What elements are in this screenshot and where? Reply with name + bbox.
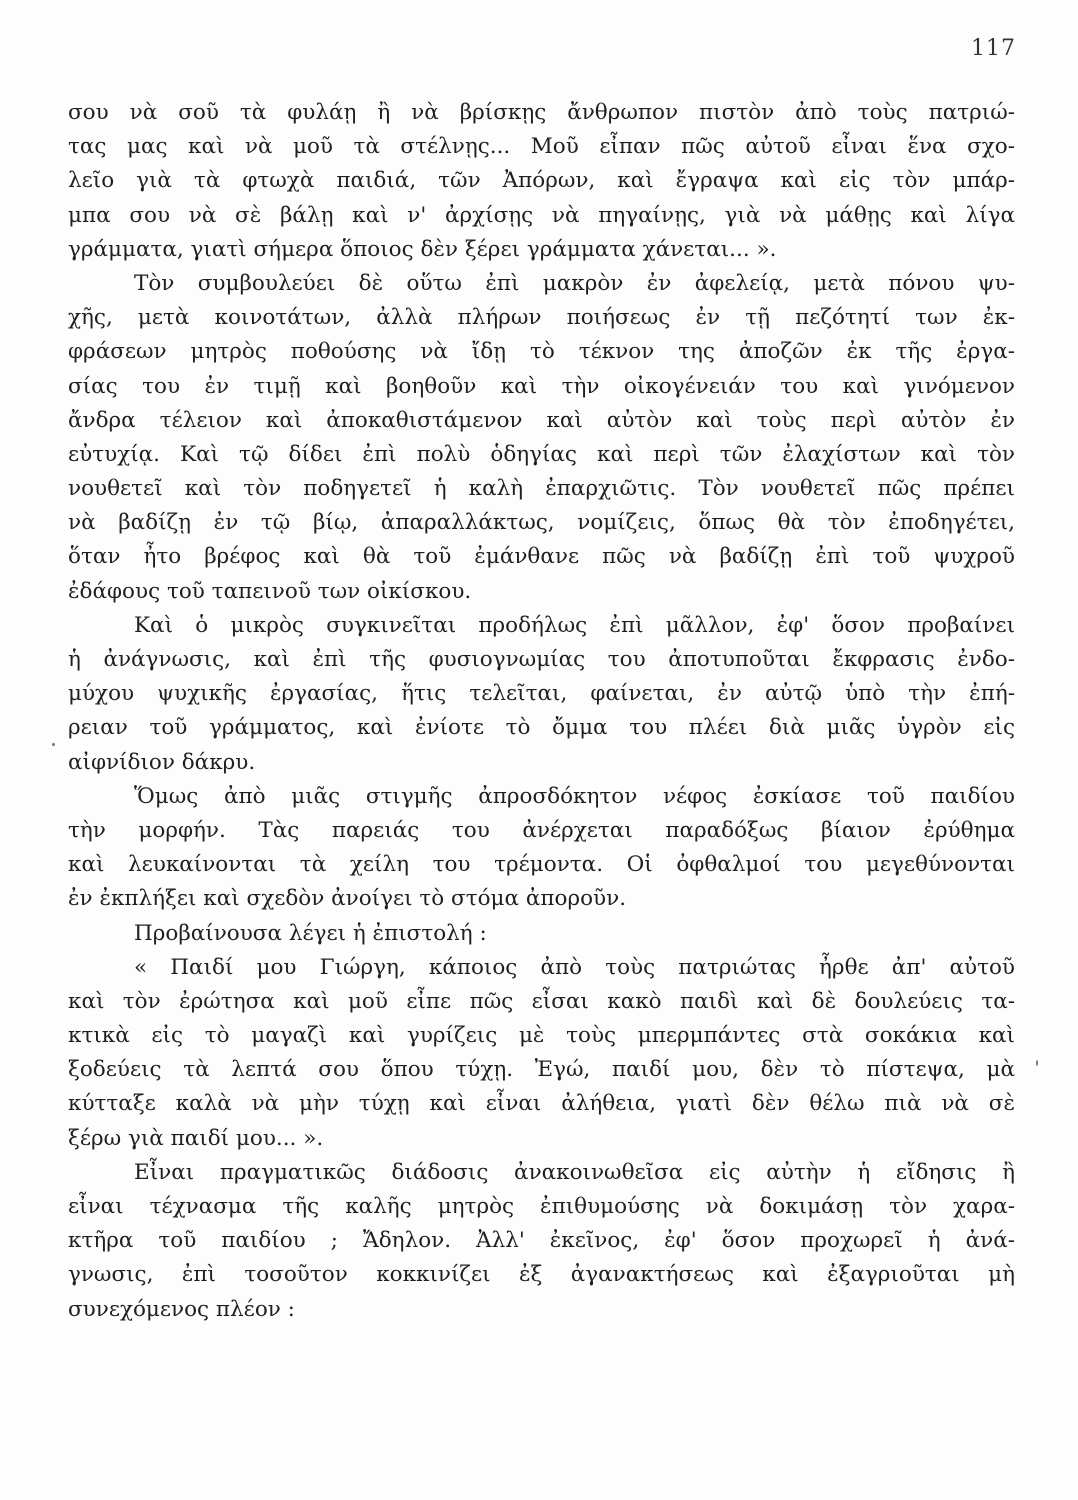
text-line: γνωσις, ἐπὶ τοσοῦτον κοκκινίζει ἐξ ἀγανακτήσεως καὶ ἐξαγριοῦται μὴ [68,1262,1015,1288]
paragraph-start-line: Καὶ ὁ μικρὸς συγκινεῖται προδήλως ἐπὶ μᾶλλον, ἐφ' ὅσον προβαίνει [134,612,1015,638]
text-line: νὰ βαδίζῃ ἐν τῷ βίῳ, ἀπαραλλάκτως, νομίζεις, ὅπως θὰ τὸν ἐποδηγέτει, [68,510,1015,536]
text-line: ξέρω γιὰ παιδί μου... ». [68,1125,324,1151]
text-line: κύτταξε καλὰ νὰ μὴν τύχῃ καὶ εἶναι ἀλήθεια, γιατὶ δὲν θέλω πιὰ νὰ σὲ [68,1091,1015,1117]
text-line: ἐδάφους τοῦ ταπεινοῦ των οἰκίσκου. [68,578,472,604]
text-line: ἄνδρα τέλειον καὶ ἀποκαθιστάμενον καὶ αὐτὸν καὶ τοὺς περὶ αὐτὸν ἐν [68,407,1015,433]
paragraph-start-line: Εἶναι πραγματικῶς διάδοσις ἀνακοινωθεῖσα εἰς αὐτὴν ἡ εἴδησις ἢ [134,1159,1015,1185]
page-number: 117 [971,36,1016,61]
text-line: τὴν μορφήν. Τὰς παρειάς του ἀνέρχεται παραδόξως βίαιον ἐρύθημα [68,817,1015,843]
text-line: μπα σου νὰ σὲ βάλῃ καὶ ν' ἀρχίσῃς νὰ πηγαίνῃς, γιὰ νὰ μάθῃς καὶ λίγα [68,202,1015,228]
text-line: ξοδεύεις τὰ λεπτά σου ὅπου τύχῃ. Ἐγώ, παιδί μου, δὲν τὸ πίστεψα, μὰ [68,1057,1015,1083]
paragraph-start-line: Τὸν συμβουλεύει δὲ οὕτω ἐπὶ μακρὸν ἐν ἀφελείᾳ, μετὰ πόνου ψυ- [134,270,1015,296]
text-line: ἡ ἀνάγνωσις, καὶ ἐπὶ τῆς φυσιογνωμίας του ἀποτυποῦται ἔκφρασις ἐνδο- [68,647,1015,672]
text-line: σίας του ἐν τιμῇ καὶ βοηθοῦν καὶ τὴν οἰκογένειάν του καὶ γινόμενον [68,373,1015,399]
text-line: τας μας καὶ νὰ μοῦ τὰ στέλνῃς... Μοῦ εἶπαν πῶς αὐτοῦ εἶναι ἕνα σχο- [68,134,1015,160]
text-line: συνεχόμενος πλέον : [68,1296,295,1322]
scan-speck [52,743,55,746]
text-line: φράσεων μητρὸς ποθούσης νὰ ἴδῃ τὸ τέκνον της ἀποζῶν ἐκ τῆς ἐργα- [68,339,1015,365]
text-line: καὶ λευκαίνονται τὰ χείλη του τρέμοντα. Οἱ ὀφθαλμοί του μεγεθύνονται [68,852,1015,878]
text-line: εἶναι τέχνασμα τῆς καλῆς μητρὸς ἐπιθυμούσης νὰ δοκιμάσῃ τὸν χαρα- [68,1194,1015,1219]
text-line: νουθετεῖ καὶ τὸν ποδηγετεῖ ἡ καλὴ ἐπαρχιῶτις. Τὸν νουθετεῖ πῶς πρέπει [68,476,1015,502]
paragraph-start-line: Προβαίνουσα λέγει ἡ ἐπιστολή : [134,920,487,946]
text-line: κτῆρα τοῦ παιδίου ; Ἄδηλον. Ἀλλ' ἐκεῖνος, ἐφ' ὅσον προχωρεῖ ἡ ἀνά- [68,1228,1015,1254]
text-line: λεῖο γιὰ τὰ φτωχὰ παιδιά, τῶν Ἀπόρων, καὶ ἔγραψα καὶ εἰς τὸν μπάρ- [68,168,1015,194]
text-line: κτικὰ εἰς τὸ μαγαζὶ καὶ γυρίζεις μὲ τοὺς μπερμπάντες στὰ σοκάκια καὶ [68,1023,1015,1049]
text-line: ἐν ἐκπλήξει καὶ σχεδὸν ἀνοίγει τὸ στόμα ἀποροῦν. [68,886,627,912]
text-line: εὐτυχίᾳ. Καὶ τῷ δίδει ἐπὶ πολὺ ὁδηγίας καὶ περὶ τῶν ἐλαχίστων καὶ τὸν [68,441,1015,467]
scan-speck [1036,1060,1038,1066]
text-line: σου νὰ σοῦ τὰ φυλάῃ ἢ νὰ βρίσκῃς ἄνθρωπον πιστὸν ἀπὸ τοὺς πατριώ- [68,100,1015,125]
paragraph-start-line: Ὅμως ἀπὸ μιᾶς στιγμῆς ἀπροσδόκητον νέφος ἐσκίασε τοῦ παιδίου [134,783,1015,809]
text-line: καὶ τὸν ἐρώτησα καὶ μοῦ εἶπε πῶς εἶσαι κακὸ παιδὶ καὶ δὲ δουλεύεις τα- [68,988,1015,1014]
quote-start-line: « Παιδί μου Γιώργη, κάποιος ἀπὸ τοὺς πατριώτας ἦρθε ἀπ' αὐτοῦ [134,954,1015,980]
text-line: ρειαν τοῦ γράμματος, καὶ ἐνίοτε τὸ ὄμμα του πλέει διὰ μιᾶς ὑγρὸν εἰς [68,715,1015,741]
text-line: γράμματα, γιατὶ σήμερα ὅποιος δὲν ξέρει γράμματα χάνεται... ». [68,236,777,262]
text-line: αἰφνίδιον δάκρυ. [68,749,256,775]
text-line: ὅταν ἦτο βρέφος καὶ θὰ τοῦ ἐμάνθανε πῶς νὰ βαδίζῃ ἐπὶ τοῦ ψυχροῦ [68,544,1015,570]
text-line: χῆς, μετὰ κοινοτάτων, ἀλλὰ πλήρων ποιήσεως ἐν τῇ πεζότητί των ἐκ- [68,305,1015,331]
text-line: μύχου ψυχικῆς ἐργασίας, ἥτις τελεῖται, φαίνεται, ἐν αὐτῷ ὑπὸ τὴν ἐπή- [68,681,1015,707]
body-text [68,96,1015,1327]
